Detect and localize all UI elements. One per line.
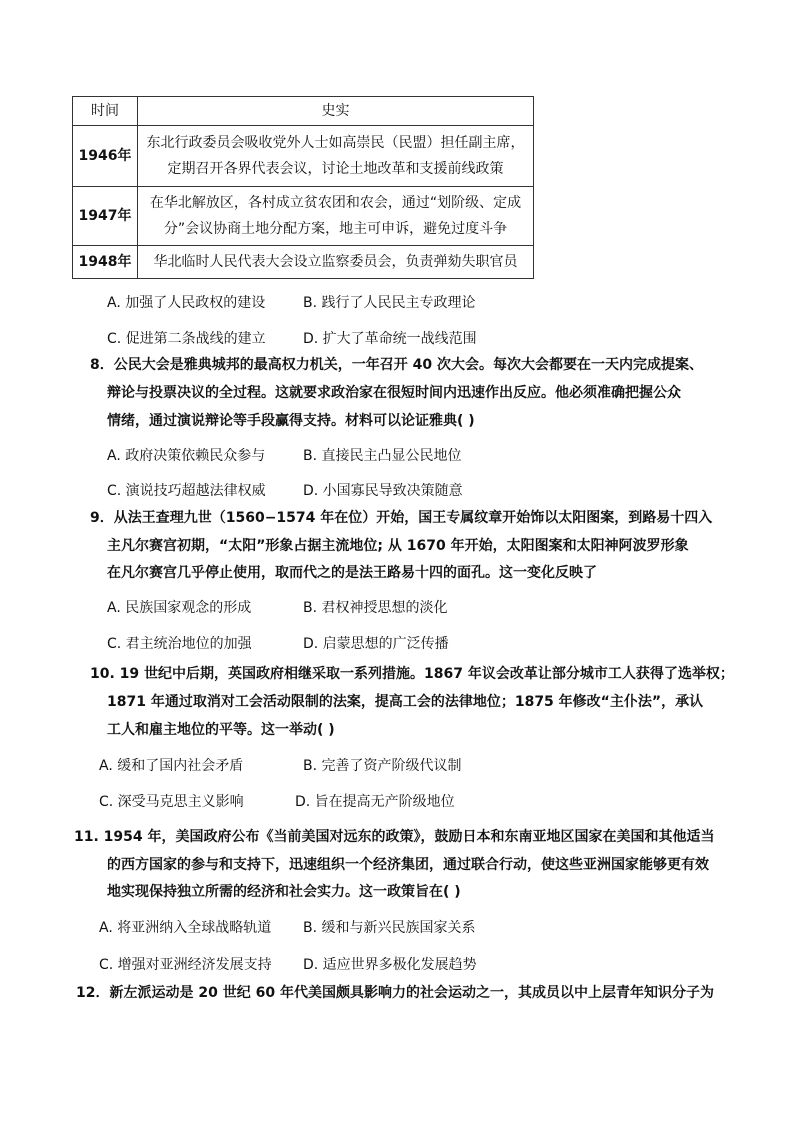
- q7-option-a[interactable]: A. 加强了人民政权的建设: [107, 295, 266, 311]
- q8-option-c[interactable]: C. 演说技巧超越法律权威: [107, 483, 266, 499]
- row-fact: 在华北解放区，各村成立贫农团和农会，通过“划阶级、定成分”会议协商土地分配方案，地主可申诉，避免过度斗争: [138, 187, 534, 246]
- history-table: [72, 96, 534, 279]
- q10-option-a[interactable]: A. 缓和了国内社会矛盾: [99, 758, 244, 774]
- q11-option-c[interactable]: C. 增强对亚洲经济发展支持: [99, 957, 272, 973]
- row-year: 1946年: [73, 126, 138, 187]
- q9-option-b[interactable]: B. 君权神授思想的淡化: [303, 600, 448, 616]
- q7-option-d[interactable]: D. 扩大了革命统一战线范围: [303, 331, 477, 347]
- q9-stem-line3: 在凡尔赛宫几乎停止使用，取而代之的是法王路易十四的面孔。这一变化反映了: [107, 565, 597, 581]
- q10-stem-line2: 1871 年通过取消对工会活动限制的法案，提高工会的法律地位；1875 年修改“主仆法”，承认: [107, 694, 704, 710]
- q10-stem-line1: 10. 19 世纪中后期，英国政府相继采取一系列措施。1867 年议会改革让部分城市工人获得了选举权；: [90, 666, 734, 682]
- table-row: [73, 126, 534, 187]
- q10-option-d[interactable]: D. 旨在提高无产阶级地位: [295, 794, 455, 810]
- q9-option-a[interactable]: A. 民族国家观念的形成: [107, 600, 252, 616]
- q8-option-a[interactable]: A. 政府决策依赖民众参与: [107, 448, 266, 464]
- q10-option-b[interactable]: B. 完善了资产阶级代议制: [303, 758, 462, 774]
- q9-option-c[interactable]: C. 君主统治地位的加强: [107, 636, 252, 652]
- q12-stem-line1: 12．新左派运动是 20 世纪 60 年代美国颇具影响力的社会运动之一，其成员以中上层青年知识分子为: [76, 985, 714, 1001]
- row-year: 1947年: [73, 187, 138, 246]
- q9-stem-line2: 主凡尔赛宫初期，“太阳”形象占据主流地位; 从 1670 年开始，太阳图案和太阳神阿波罗形象: [107, 538, 689, 554]
- q11-stem-line1: 11. 1954 年，美国政府公布《当前美国对远东的政策》，鼓励日本和东南亚地区国家在美国和其他适当: [74, 829, 715, 845]
- q7-option-b[interactable]: B. 践行了人民民主专政理论: [303, 295, 476, 311]
- header-time: 时间: [73, 97, 138, 126]
- q11-option-b[interactable]: B. 缓和与新兴民族国家关系: [303, 920, 476, 936]
- q8-option-d[interactable]: D. 小国寡民导致决策随意: [303, 483, 463, 499]
- row-fact: 东北行政委员会吸收党外人士如高崇民（民盟）担任副主席，定期召开各界代表会议，讨论土地改革和支援前线政策: [138, 126, 534, 187]
- table-header-row: [73, 97, 534, 126]
- q8-stem-line3: 情绪，通过演说辩论等手段赢得支持。材料可以论证雅典( ): [107, 413, 475, 429]
- q8-stem-line1: 8．公民大会是雅典城邦的最高权力机关，一年召开 40 次大会。每次大会都要在一天内完成提案、: [90, 357, 703, 373]
- q8-option-b[interactable]: B. 直接民主凸显公民地位: [303, 448, 462, 464]
- q9-option-d[interactable]: D. 启蒙思想的广泛传播: [303, 636, 449, 652]
- row-year: 1948年: [73, 246, 138, 279]
- row-fact: 华北临时人民代表大会设立监察委员会，负责弹劾失职官员: [138, 246, 534, 279]
- table-row: [73, 246, 534, 279]
- q11-stem-line2: 的西方国家的参与和支持下，迅速组织一个经济集团，通过联合行动，使这些亚洲国家能够更有效: [107, 857, 709, 873]
- q8-stem-line2: 辩论与投票决议的全过程。这就要求政治家在很短时间内迅速作出反应。他必须准确把握公众: [107, 385, 681, 401]
- q11-stem-line3: 地实现保持独立所需的经济和社会实力。这一政策旨在( ): [107, 884, 461, 900]
- q9-stem-line1: 9．从法王查理九世（1560−1574 年在位）开始，国王专属纹章开始饰以太阳图案，到路易十四入: [90, 510, 713, 526]
- q7-option-c[interactable]: C. 促进第二条战线的建立: [107, 331, 266, 347]
- q11-option-a[interactable]: A. 将亚洲纳入全球战略轨道: [99, 920, 272, 936]
- q10-stem-line3: 工人和雇主地位的平等。这一举动( ): [107, 722, 335, 738]
- q10-option-c[interactable]: C. 深受马克思主义影响: [99, 794, 244, 810]
- table-row: [73, 187, 534, 246]
- q11-option-d[interactable]: D. 适应世界多极化发展趋势: [303, 957, 477, 973]
- header-fact: 史实: [138, 97, 534, 126]
